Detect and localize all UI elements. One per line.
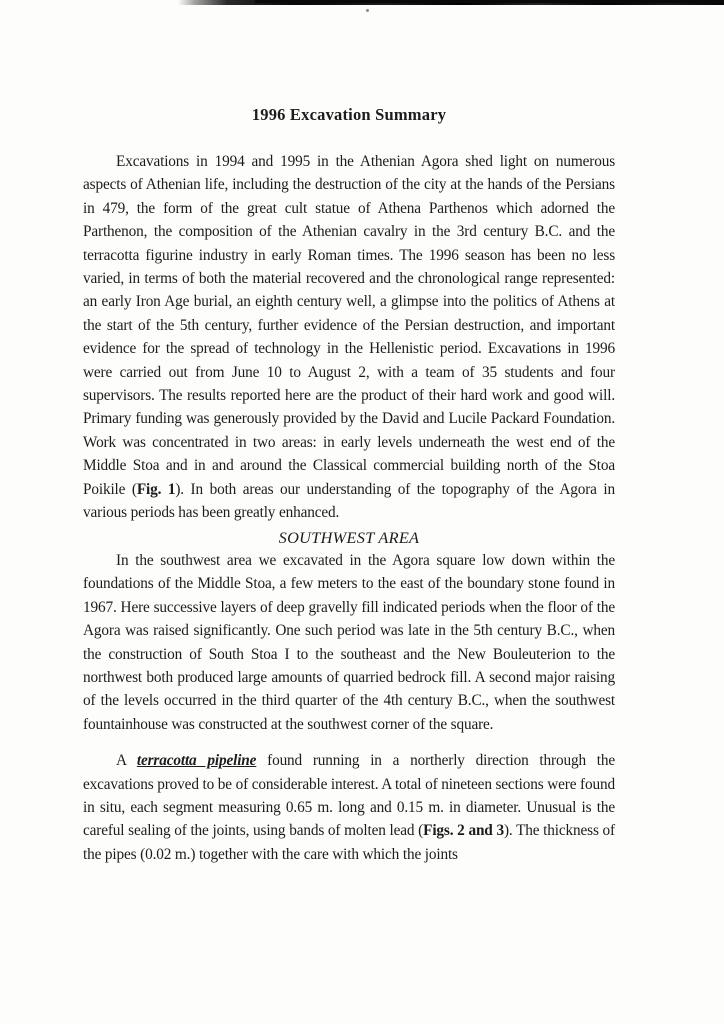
paragraph-southwest-1: In the southwest area we excavated in the Agora square low down within the foundations of the Middle Stoa, a few meters to the east of the boundary stone found in 1967. Here successive layers of deep gravelly fill indicated periods when the floor of the Agora was raised significantly. One such period was late in the 5th century B.C., when the construction of South Stoa I to the southeast and the New Bouleuterion to the northwest both produced large amounts of quarried bedrock fill. A second major raising of the levels occurred in the third quarter of the 4th century B.C., when the southwest fountainhouse was constructed at the southwest corner of the square. bbox=[83, 551, 615, 733]
page-content bbox=[83, 0, 615, 866]
paragraph-intro: Excavations in 1994 and 1995 in the Athenian Agora shed light on numerous aspects of Athenian life, including the destruction of the city at the hands of the Persians in 479, the form of the great cult statue of Athena Parthenos which adorned the Parthenon, the composition of the Athenian cavalry in the 3rd century B.C. and the terracotta figurine industry in early Roman times. The 1996 season has been no less varied, in terms of both the material recovered and the chronological range represented: an early Iron Age burial, an eighth century well, a glimpse into the politics of Athens at the start of the 5th century, further evidence of the Persian destruction, and important evidence for the spread of technology in the Hellenistic period. Excavations in 1996 were carried out from June 10 to August 2, with a team of 35 students and four supervisors. The results reported here are the product of their hard work and good will. Primary funding was generously provided by the David and Lucile Packard Foundation. Work was concentrated in two areas: in early levels underneath the west end of the Middle Stoa and in and around the Classical commercial building north of the Stoa Poikile (Fig. 1). In both areas our understanding of the topography of the Agora in various periods has been greatly enhanced. bbox=[83, 153, 615, 522]
page-title: 1996 Excavation Summary bbox=[251, 105, 447, 124]
section-heading-southwest-area: SOUTHWEST AREA bbox=[278, 527, 420, 547]
paragraph-southwest-2: A terracotta pipeline found running in a northerly direction through the excavations proved to be of considerable interest. A total of nineteen sections were found in situ, each segment measuring 0.65 m. long and 0.15 m. in diameter. Unusual is the careful sealing of the joints, using bands of molten lead (Figs. 2 and 3). The thickness of the pipes (0.02 m.) together with the care with which the joints bbox=[83, 752, 616, 863]
